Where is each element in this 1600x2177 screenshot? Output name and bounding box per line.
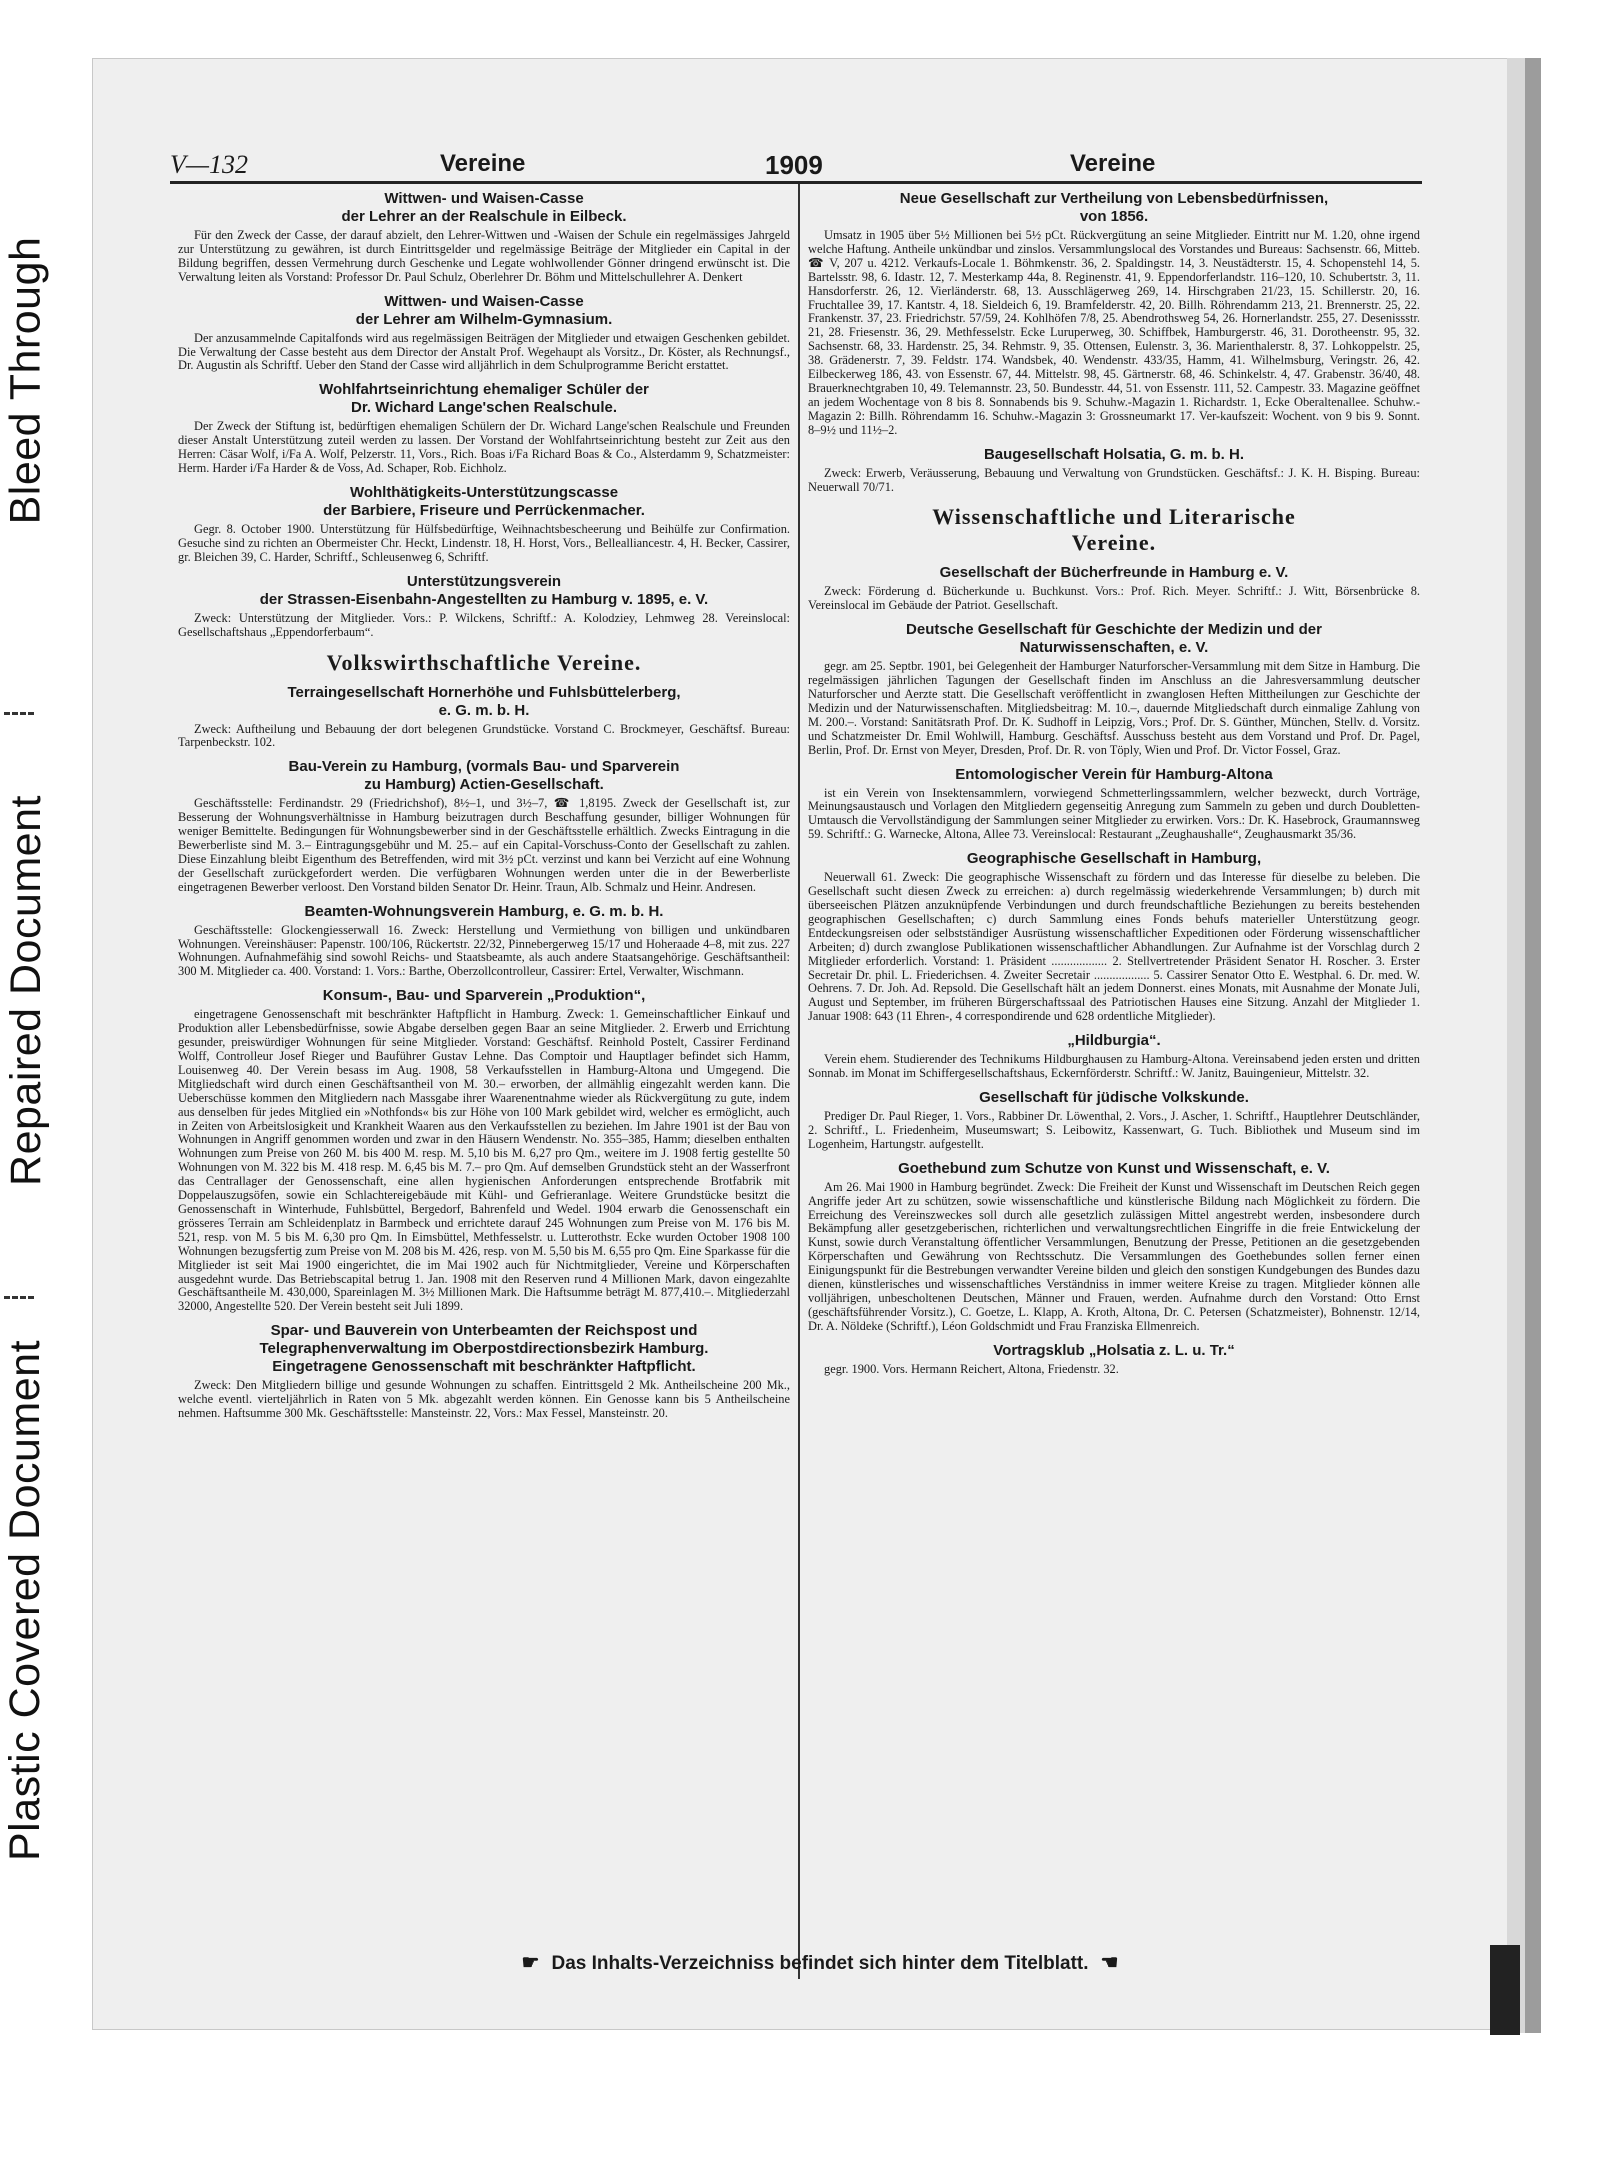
society-description: Prediger Dr. Paul Rieger, 1. Vors., Rabbiner Dr. Löwenthal, 2. Vors., J. Ascher, 1. Schriftf., Hauptlehrer Deutschländer, 2. Schriftf., L. Friedenheim, Museumswart; S. Leibowitz, Kassenwart, G. Tuch. Bibliothek und Museum sind im Logenheim, Hartungstr. aufgestellt.: [808, 1108, 1420, 1151]
society-description: Für den Zweck der Casse, der darauf abzielt, den Lehrer-Wittwen und -Waisen der Schule ein regelmässiges Jahrgeld zur Unterstützung zu gewähren, ist durch Eintrittsgelder und regelmässige Beiträge der Mitglieder ein Capital in der Bildung begriffen, dessen Vermehrung durch Geschenke und Legate wohlwollender Gönner dringend erwünscht ist. Die Verwaltung leiten als Vorstand: Professor Dr. Paul Schulz, Oberlehrer Dr. Böhm und Mittelschullehrer A. Denkert: [178, 228, 790, 284]
page-edge-shadow: [1525, 58, 1541, 2033]
left-column: [178, 190, 790, 1429]
society-entry: [178, 381, 790, 476]
society-entry: [178, 1322, 790, 1421]
society-title: Neue Gesellschaft zur Vertheilung von Lebensbedürfnissen, von 1856.: [899, 190, 1329, 225]
society-description: Am 26. Mai 1900 in Hamburg begründet. Zweck: Die Freiheit der Kunst und Wissenschaft im Deutschen Reich gegen Angriffe jeder Art zu schützen, sowie wissenschaftliche und künstlerische Bildung nach Möglichkeit zu fördern. Die Erreichung des Vereinszweckes soll durch alle gesetzlich zulässigen Mittel angestrebt werden, insbesondere durch Bekämpfung aller gesetzgeberischen, richterlichen und verwaltungsrechtlichen Eingriffe in die freie Entwickelung der Kunst, sowie durch Veranstaltung öffentlicher Versammlungen, Benutzung der Presse, Petitionen an die gesetzgebenden Körperschaften und Gewährung von Rechtsschutz. Die Versammlungen des Goethebundes sollen ferner einen Einigungspunkt für die Bestrebungen verwandter Vereine bilden und gleich den sonstigen Kundgebungen des Bundes dazu dienen, künstlerisches und wissenschaftliches Verständniss in immer weitere Kreise zu tragen. Mitglieder können alle volljährigen, unbescholtenen Deutschen, Männer und Frauen, werden. Aufnahme durch den Vorstand: Otto Ernst (geschäftsführender Vorsitz.), C. Goetze, L. Klapp, A. Kroth, Altona, Dr. C. Petersen (Schatzmeister), Bohnenstr. 12/14, Dr. A. Nöldeke (Schriftf.), Léon Goldschmidt und Frau Franziska Ellmenreich.: [808, 1179, 1420, 1333]
society-title: Konsum-, Bau- und Sparverein „Produktion“,: [322, 987, 646, 1005]
society-entry: [178, 484, 790, 565]
society-entry: [178, 987, 790, 1314]
society-title: Spar- und Bauverein von Unterbeamten der Reichspost und Telegraphenverwaltung im Oberpostdirectionsbezirk Hamburg. Eingetragene Genossenschaft mit beschränkter Haftpflicht.: [259, 1322, 709, 1376]
society-entry: [808, 190, 1420, 438]
society-description: Zweck: Unterstützung der Mitglieder. Vors.: P. Wilckens, Schriftf.: A. Kolodziey, Lehmweg 28. Vereinslocal: Gesellschaftshaus „Eppendorferbaum“.: [178, 610, 790, 639]
society-description: Zweck: Erwerb, Veräusserung, Bebauung und Verwaltung von Grundstücken. Geschäftsf.: J. K. H. Bisping. Bureau: Neuerwall 70/71.: [808, 465, 1420, 494]
society-title: Entomologischer Verein für Hamburg-Altona: [955, 765, 1273, 783]
society-description: eingetragene Genossenschaft mit beschränkter Haftpflicht in Hamburg. Zweck: 1. Gemeinschaftlicher Einkauf und Produktion aller Lebensbedürfnisse, sowie Abgabe derselben gegen Baar an seine Mitglieder. 2. Erwerb und Errichtung gesunder, preiswürdiger Wohnungen für seine Mitglieder. Vorstand: Geschäftsf. Reinhold Postelt, Cassirer Ferdinand Wolff, Controlleur Josef Rieger und Bauführer Gustav Lehne. Das Comptoir und Hauptlager befindet sich Hamm, Louisenweg 40. Der Verein besass im Aug. 1908, 58 Verkaufsstellen in Hamburg-Altona und Umgegend. Die Mitgliedschaft wird durch einen Geschäftsantheil von M. 30.– erworben, der allmählig eingezahlt werden kann. Die Ueberschüsse kommen den Mitgliedern nach Massgabe ihrer Waarenentnahme wieder als Rückvergütung zu gute, indem aus denselben für jedes Mitglied ein »Nothfonds« bis zur Höhe von 100 Mark gebildet wird, welcher es ermöglicht, auch in Zeiten von Arbeitslosigkeit und Krankheit Waaren aus den Verkaufsstellen zu beziehen. Im Jahre 1901 ist der Bau von Wohnungen in Angriff genommen worden und zwar in den Häusern Wendenstr. No. 355–385, Hamm; dieselben enthalten Wohnungen zum Preise von 260 M. bis 400 M. resp. M. 5,10 bis M. 6,27 pro Qm., weitere im J. 1908 fertig gestellte 50 Wohnungen von M. 322 bis M. 418 resp. M. 6,45 bis M. 7.– pro Qm. Auf demselben Grundstück steht an der Wasserfront das Centrallager der Genossenschaft, eine allen hygienischen Anforderungen entsprechende Brotfabrik mit Doppelauszugsöfen, sowie ein Schlachtereigebäude mit Kühl- und Gefrieranlage. Weitere Grundstücke besitzt die Genossenschaft in Winterhude, Fuhlsbüttel, Bergedorf, Bahrenfeld und Wedel. 1904 erwarb die Genossenschaft ein grösseres Terrain am Schleidenplatz in Barmbeck und errichtete darauf 245 Wohnungen zum Preise von M. 176 bis M. 521, resp. von M. 5 bis M. 6,30 pro Qm. In Eimsbüttel, Methfesselstr. u. Lutterothstr. Ecke wurden October 1908 100 Wohnungen bezugsfertig zum Preise von M. 208 bis M. 426, resp. von M. 5,50 bis M. 6,55 pro Qm. Eine Sparkasse für die Mitglieder ist seit Mai 1900 eingerichtet, die im Mai 1902 auch für Nichtmitglieder, Vereine und Körperschaften ausgedehnt wurde. Das Betriebscapital betrug 1. Jan. 1908 mit den Reserven rund 4 Millionen Mark, davon eingezahlte Geschäftsantheile M. 430,000, Spareinlagen M. 3½ Millionen Mark. Die Haftsumme beträgt M. 877,410.–. Mitgliederzahl 32000, Angestellte 520. Der Verein besteht seit Juli 1899.: [178, 1007, 790, 1314]
society-title: Vortragsklub „Holsatia z. L. u. Tr.“: [993, 1341, 1235, 1359]
society-entry: [178, 758, 790, 894]
society-title: Terraingesellschaft Hornerhöhe und Fuhlsbüttelerberg, e. G. m. b. H.: [287, 683, 681, 719]
society-title: Wohlthätigkeits-Unterstützungscasse der Barbiere, Friseure und Perrückenmacher.: [323, 483, 645, 519]
right-column: [808, 190, 1420, 1385]
society-entry: [178, 190, 790, 285]
header-rule: [170, 181, 1422, 184]
society-title: Gesellschaft für jüdische Volkskunde.: [979, 1088, 1249, 1106]
society-description: Zweck: Den Mitgliedern billige und gesunde Wohnungen zu schaffen. Eintrittsgeld 2 Mk. Antheilscheine 200 Mk., welche eventl. vierteljährlich in Raten von 5 Mk. abgezahlt werden können. Ein Genosse kann bis 5 Antheilscheine nehmen. Haftsumme 300 Mk. Geschäftsstelle: Mansteinstr. 22, Vors.: Max Fessel, Mansteinstr. 20.: [178, 1378, 790, 1421]
society-entry: [808, 621, 1420, 757]
society-title: Gesellschaft der Bücherfreunde in Hamburg e. V.: [939, 564, 1289, 582]
label-divider: [4, 1296, 34, 1299]
society-entry: [808, 1089, 1420, 1152]
corner-mark: [1490, 1945, 1520, 2035]
label-divider: [4, 712, 34, 715]
society-description: Geschäftsstelle: Ferdinandstr. 29 (Friedrichshof), 8½–1, und 3½–7, ☎ 1,8195. Zweck der Gesellschaft ist, zur Besserung der Wohnungsverhältnisse in Hamburg beizutragen durch Beschaffung gesunder, billiger Wohnungen für weniger Bemittelte. Bedingungen für Wohnungsbewerber sind in der Geschäftsstelle erhältlich. Zwecks Eintragung in die Bewerberliste sind M. 3.– Eintragungsgebühr und M. 25.– auf ein Capital-Vorschuss-Conto der Gesellschaft zu zahlen. Diese Einzahlung bleibt Eigenthum des Betreffenden, wird mit 3½ pCt. verzinst und kann bei Verzicht auf eine Wohnung der Gesellschaft zurückgefordert werden. Die verfügbaren Wohnungen werden unter die in der Bewerberliste eingetragenen Bewerber verloost. Den Vorstand bilden Senator Dr. Heinr. Traun, Alb. Schmalz und Heinr. Andresen.: [178, 796, 790, 894]
society-description: Neuerwall 61. Zweck: Die geographische Wissenschaft zu fördern und das Interesse für dieselbe zu beleben. Die Gesellschaft sucht diesen Zweck zu erreichen: a) durch regelmässig wiederkehrende Versammlungen; b) durch mit überseeischen Plätzen anzuknüpfende Verbindungen und durch freundschaftliche Beziehungen zu bereits bestehenden geographischen Gesellschaften; c) durch Sammlung eines Fonds behufs materieller Unterstützung geogr. Entdeckungsreisen oder selbstständiger Ausrüstung wissenschaftlicher Expeditionen oder Förderung wissenschaftlicher Arbeiten; d) durch zwanglose Publikationen wissenschaftlicher Abhandlungen. Zur Aufnahme ist der Vorschlag durch 2 Mitglieder erforderlich. Vorstand: 1. Präsident .................. 2. Stellvertretender Präsident Senator H. Roscher. 3. Erster Secretair Dr. phil. L. Friederichsen. 4. Zweiter Secretair .................. 5. Cassirer Senator Otto E. Westphal. 6. Dr. med. W. Oehrens. 7. Dr. Joh. Ad. Repsold. Die Gesellschaft hält an jedem Donnerst. eines Monats, mit Ausnahme der Monate Juli, August und September, im früheren Bürgerschaftssaal des Patriotischen Hauses eine Sitzung. Anzahl der Mitglieder 1. Januar 1908: 643 (11 Ehren-, 4 correspondirende und 628 ordentliche Mitglieder).: [808, 870, 1420, 1024]
society-title: Deutsche Gesellschaft für Geschichte der Medizin und der Naturwissenschaften, e. V.: [906, 621, 1322, 657]
society-title: Goethebund zum Schutze von Kunst und Wissenschaft, e. V.: [898, 1159, 1330, 1177]
column-rule: [798, 184, 800, 1979]
label-repaired-document: Repaired Document: [1, 794, 50, 1186]
society-description: Zweck: Auftheilung und Bebauung der dort belegenen Grundstücke. Vorstand C. Brockmeyer, Geschäftsf. Bureau: Tarpenbeckstr. 102.: [178, 721, 790, 750]
society-title: Baugesellschaft Holsatia, G. m. b. H.: [983, 445, 1245, 463]
society-entry: [178, 573, 790, 640]
society-entry: [808, 1342, 1420, 1377]
society-description: gegr. am 25. Septbr. 1901, bei Gelegenheit der Hamburger Naturforscher-Versammlung mit dem Sitze in Hamburg. Die regelmässigen jährlichen Tagungen der Gesellschaft finden im Anschluss an die Jahresversammlung deutscher Naturforscher und Aerzte statt. Die Gesellschaft veröffentlicht in zwanglosen Heften Mittheilungen zur Geschichte der Medizin und der Naturwissenschaften. Mitgliedsbeitrag: M. 10.–, dauernde Mitgliedschaft durch einmalige Zahlung von M. 200.–. Vorstand: Sanitätsrath Prof. Dr. K. Sudhoff in Leipzig, Vors.; Prof. Dr. S. Günther, München, Stellv. d. Vorsitz. und Schatzmeister Dr. Emil Wohlwill, Hamburg. Geschäftsf. Ausschuss besteht aus dem Vorstand und Prof. Dr. Pagel, Berlin, Prof. Dr. Ernst von Meyer, Dresden, Prof. Dr. R. von Töply, Wien und Prof. Dr. Victor Fossel, Graz.: [808, 659, 1420, 757]
society-title: Unterstützungsverein der Strassen-Eisenbahn-Angestellten zu Hamburg v. 1895, e. V.: [259, 572, 709, 608]
society-entry: [808, 446, 1420, 495]
society-description: Gegr. 8. October 1900. Unterstützung für Hülfsbedürftige, Weihnachtsbescheerung und Beihülfe zur Confirmation. Gesuche sind zu richten an Obermeister Chr. Heckt, Lindenstr. 18, H. Horst, Vors., Bellealliancestr. 4, H. Becker, Cassirer, gr. Bleichen 39, C. Harder, Schriftf., Schleusenweg 6, Schriftf.: [178, 521, 790, 564]
label-plastic-covered: Plastic Covered Document: [1, 1339, 50, 1861]
page-number: V—132: [170, 150, 248, 179]
page-edge: [1507, 58, 1525, 2033]
society-entry: [808, 564, 1420, 613]
society-description: Zweck: Förderung d. Bücherkunde u. Buchkunst. Vors.: Prof. Rich. Meyer. Schriftf.: J. Witt, Börsenbrücke 8. Vereinslocal im Gebäude der Patriot. Gesellschaft.: [808, 584, 1420, 613]
society-title: Wittwen- und Waisen-Casse der Lehrer am Wilhelm-Gymnasium.: [355, 292, 613, 328]
society-description: gegr. 1900. Vors. Hermann Reichert, Altona, Friedenstr. 32.: [824, 1361, 1119, 1376]
society-description: ist ein Verein von Insektensammlern, vorwiegend Schmetterlingssammlern, welcher bezweckt, durch Vorträge, Meinungsaustausch und Vorlagen den Mitgliedern gegenseitig Anregung zum Sammeln zu geben und durch Doubletten-Umtausch die Vervollständigung der Sammlungen seiner Mitglieder zu erwirken. Vors.: Dr. K. Hasebrock, Graumannsweg 59. Schriftf.: G. Warnecke, Altona, Allee 73. Vereinslocal: Restaurant „Zeughaushalle“, Zeughausmarkt 35/36.: [808, 785, 1420, 842]
society-description: Umsatz in 1905 über 5½ Millionen bei 5½ pCt. Rückvergütung an seine Mitglieder. Eintritt nur M. 1.20, ohne irgend welche Haftung. Antheile unkündbar und zinslos. Versammlungslocal des Vorstandes und Bureaus: Sachsenstr. 66, Mitteb. ☎ V, 207 u. 4212. Verkaufs-Locale 1. Böhmkenstr. 36, 2. Spaldingstr. 14, 3. Neustädterstr. 15, 4. Schopenstehl 14, 5. Bartelsstr. 98, 6. Idastr. 12, 7. Mesterkamp 44a, 8. Reginenstr. 41, 9. Eppendorferlandstr. 116–120, 10. Schubertstr. 3, 11. Hansdorferstr. 26, 12. Vierländerstr. 68, 13. Ausschlägerweg 269, 14. Hirschgraben 21/23, 15. Schillerstr. 20, 16. Fruchtallee 39, 17. Kantstr. 4, 18. Sieldeich 6, 19. Bramfelderstr. 42, 20. Billh. Röhrendamm 213, 21. Brennerstr. 25, 22. Frankenstr. 37, 23. Friedrichstr. 57/59, 24. Kohlhöfen 7/8, 25. Abendrothsweg 54, 26. Hornerlandstr. 255, 27. Desenissstr. 21, 28. Friesenstr. 36, 29. Methfesselstr. Ecke Luruperweg, 30. Schiffbek, Hamburgerstr. 46, 31. Dorotheenstr. 95, 32. Sachsenstr. 68, 33. Hardenstr. 25, 34. Rehmstr. 9, 35. Ottensen, Eulenstr. 3, 36. Marienthalerstr. 8, 37. Lohkoppelstr. 25, 38. Grädenerstr. 7, 39. Feldstr. 174. Wandsbek, 40. Wendenstr. 433/35, Hamm, 41. Wilhelmsburg, Veringstr. 26, 42. Eilbeckerweg 186, 43. von Essenstr. 67, 44. Mittelstr. 98, 45. Gärtnerstr. 68, 46. Schinkelstr. 4, 47. Grabenstr. 36/40, 48. Brauerknechtgraben 10, 49. Telemannstr. 23, 50. Bundesstr. 44, 51. von Essenstr. 111, 52. Campestr. 33. Magazine geöffnet an jedem Wochentage von 8 bis 8. Sonnabends bis 9. Schuhw.-Magazin 1. Richardstr. 1, Ecke Oberaltenallee. Schuhw.-Magazin 2: Billh. Röhrendamm 16. Schuhw.-Magazin 3: Grossneumarkt 17. Ver-kaufszeit: Wochent. von 9 bis 9. Sonnt. 8–9½ und 11½–2.: [808, 228, 1421, 437]
society-title: Wohlfahrtseinrichtung ehemaliger Schüler der Dr. Wichard Lange'schen Realschule.: [319, 381, 649, 417]
society-title: Wittwen- und Waisen-Casse der Lehrer an der Realschule in Eilbeck.: [341, 190, 627, 225]
society-entry: [178, 293, 790, 374]
society-entry: [808, 1160, 1420, 1334]
society-description: Der Zweck der Stiftung ist, bedürftigen ehemaligen Schülern der Dr. Wichard Lange'schen Realschule und Freunden dieser Anstalt Unterstützung zuteil werden zu lassen. Der Vorstand der Wohlfahrtseinrichtung besteht zur Zeit aus den Herren: Cäsar Wolf, i/Fa A. Wolf, Pelzerstr. 11, Vors., Rich. Boas i/Fa Richard Boas & Co., Alsterdamm 9, Schatzmeister: Herm. Harder i/Fa Harder & de Voss, Ad. Schaper, Rob. Eichholz.: [178, 419, 790, 476]
society-title: Geographische Gesellschaft in Hamburg,: [966, 850, 1262, 868]
society-entry: [178, 903, 790, 980]
running-head-right: Vereine: [1070, 150, 1156, 177]
footer-note-text: Das Inhalts-Verzeichniss befindet sich hinter dem Titelblatt.: [551, 1953, 1089, 1974]
society-description: Verein ehem. Studierender des Technikums Hildburghausen zu Hamburg-Altona. Vereinsabend jeden ersten und dritten Sonnab. im Monat im Schiffergesellschaftshaus, Eckernförderstr. Schriftf.: W. Janitz, Bauingenieur, Mittelstr. 32.: [808, 1052, 1420, 1081]
society-title: Beamten-Wohnungsverein Hamburg, e. G. m. b. H.: [304, 902, 664, 920]
society-description: Geschäftsstelle: Glockengiesserwall 16. Zweck: Herstellung und Vermiethung von billigen und unkündbaren Wohnungen. Vereinshäuser: Papenstr. 100/106, Rückertstr. 22/32, Pinnebergerweg 15/17 und Hoheraade 4–8, mit zus. 227 Wohnungen. Aufnahmefähig sind sowohl Reichs- und Staatsbeamte, als auch andere Staatsangehörige. Geschäftsantheil: 300 M. Mitglieder ca. 400. Vorstand: 1. Vors.: Barthe, Oberzollcontrolleur, Cassirer: Ertel, Verwalter, Wischmann.: [178, 922, 790, 979]
society-title: Bau-Verein zu Hamburg, (vormals Bau- und Sparverein zu Hamburg) Actien-Gesellschaft.: [288, 758, 680, 794]
society-entry: [808, 1032, 1420, 1081]
society-description: Der anzusammelnde Capitalfonds wird aus regelmässigen Beiträgen der Mitglieder und etwaigen Geschenken gebildet. Die Verwaltung der Casse besteht aus dem Director der Anstalt Prof. Wegehaupt als Vorsitz., Dr. Köster, als Rechnungsf., Dr. Augustin als Schriftf. Ueber den Stand der Casse wird alljährlich in dem Schulprogramme Bericht erstattet.: [178, 330, 790, 373]
society-entry: [178, 684, 790, 751]
pointing-hand-icon: ☛: [521, 1952, 540, 1974]
society-entry: [808, 850, 1420, 1024]
footer-note: [420, 1950, 1220, 1975]
society-title: „Hildburgia“.: [1067, 1032, 1161, 1050]
society-entry: [808, 766, 1420, 843]
label-bleed-through: Bleed Through: [1, 236, 50, 524]
section-heading: Volkswirthschaftliche Vereine.: [326, 649, 642, 675]
pointing-hand-icon: ☚: [1100, 1952, 1119, 1974]
running-head-left: Vereine: [440, 150, 526, 177]
section-heading: Wissenschaftliche und Literarische Vereine.: [932, 504, 1296, 556]
running-head-year: 1909: [765, 150, 823, 180]
